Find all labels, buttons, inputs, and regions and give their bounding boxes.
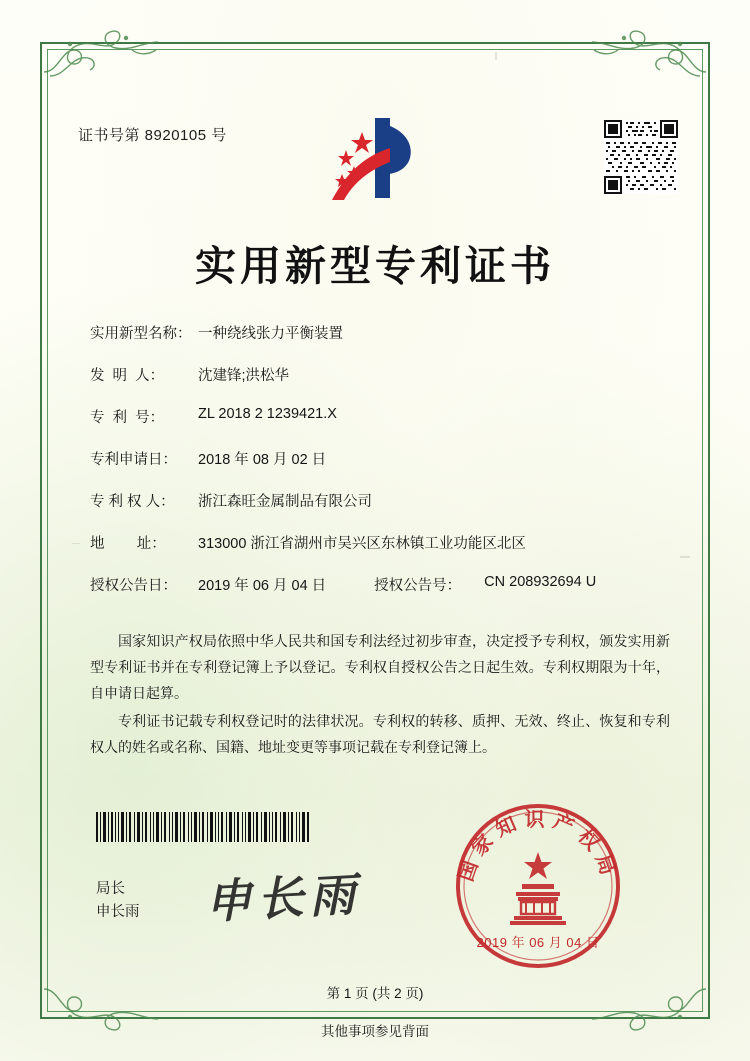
corner-ornament-icon (590, 20, 710, 80)
footnote: 其他事项参见背面 (321, 1024, 429, 1039)
paragraph: 专利证书记载专利权登记时的法律状况。专利权的转移、质押、无效、终止、恢复和专利权人的姓名或名称、国籍、地址变更等事项记载在专利登记簿上。 (90, 713, 670, 755)
field-row (90, 364, 670, 385)
svg-text:国家知识产权局: 国家知识产权局 (453, 807, 623, 885)
field-label: 专 利 权 人： (90, 494, 175, 510)
paper-speck (72, 543, 80, 544)
cnipa-emblem-icon (318, 112, 428, 217)
barcode (96, 812, 311, 842)
paper-speck (680, 556, 690, 558)
page-number: 第 1 页 (共 2 页) (326, 986, 424, 1001)
seal-date: 2019 年 06 月 04 日 (476, 935, 600, 950)
field-list (90, 322, 670, 616)
field-row (90, 532, 670, 553)
field-label: 专 利 号： (90, 410, 165, 426)
field-row (90, 448, 670, 469)
handwritten-signature: 申长雨 (203, 866, 363, 930)
grant-number-value: CN 208932694 U (484, 574, 597, 590)
signature-block (96, 878, 140, 924)
director-role-label: 局长 (96, 881, 125, 897)
qr-code (604, 120, 678, 194)
field-value: 浙江森旺金属制品有限公司 (198, 494, 372, 510)
field-value: 2018 年 08 月 02 日 (198, 452, 327, 468)
paragraph: 国家知识产权局依照中华人民共和国专利法经过初步审查，决定授予专利权，颁发实用新型专利证书并在专利登记簿上予以登记。专利权自授权公告之日起生效。专利权期限为十年，自申请日起算。 (90, 633, 670, 701)
field-row (90, 406, 670, 427)
field-value: 一种绕线张力平衡装置 (198, 326, 343, 342)
field-label: 实用新型名称： (90, 326, 192, 342)
legal-text (90, 628, 670, 762)
page-title: 实用新型专利证书 (195, 242, 555, 290)
field-value: ZL 2018 2 1239421.X (198, 406, 337, 422)
field-row (90, 490, 670, 511)
grant-row (90, 574, 670, 595)
field-label: 发 明 人： (90, 368, 165, 384)
field-value: 313000 浙江省湖州市吴兴区东林镇工业功能区北区 (198, 536, 526, 552)
director-name-label: 申长雨 (96, 904, 140, 920)
grant-date-value: 2019 年 06 月 04 日 (198, 578, 327, 594)
grant-date-label: 授权公告日： (90, 578, 177, 594)
certificate-number: 证书号第 8920105 号 (78, 127, 227, 144)
grant-number-label: 授权公告号： (374, 578, 462, 594)
corner-ornament-icon (40, 20, 160, 80)
field-row (90, 322, 670, 343)
paper-speck (495, 52, 497, 60)
field-value: 沈建锋;洪松华 (198, 368, 290, 384)
field-label: 专利申请日： (90, 452, 177, 468)
field-label: 地 址： (90, 536, 166, 552)
